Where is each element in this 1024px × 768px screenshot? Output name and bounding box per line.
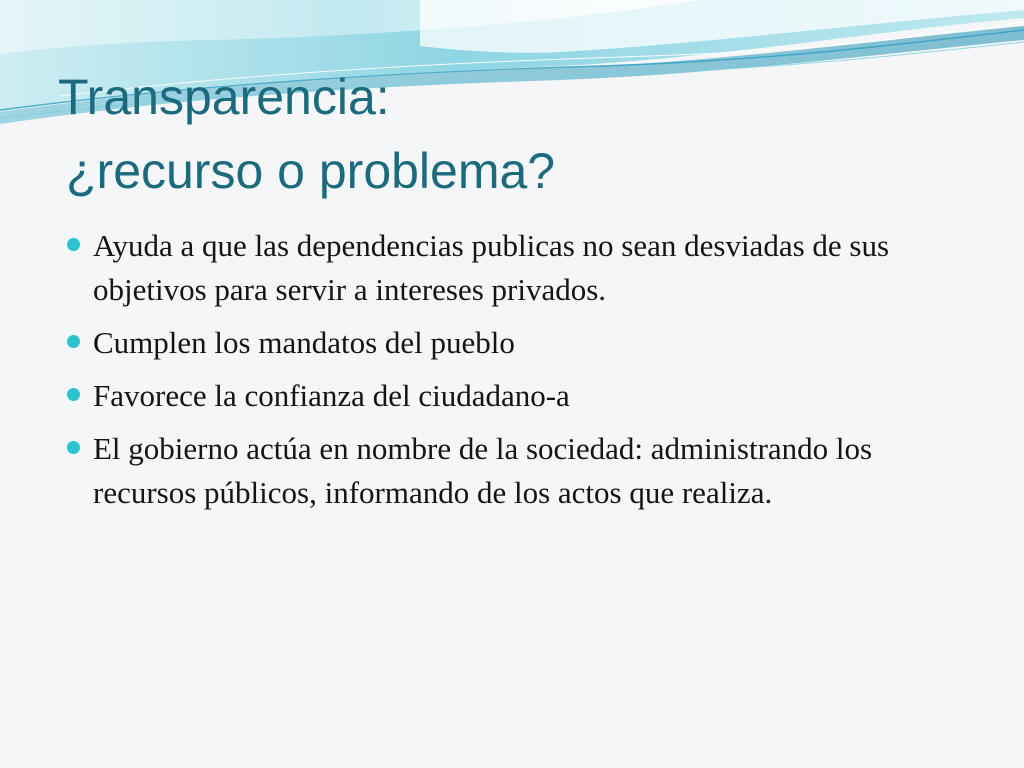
bullet-dot-icon	[67, 238, 80, 251]
bullet-item	[66, 427, 946, 515]
title-line-1: Transparencia:	[58, 69, 390, 125]
bullet-list	[66, 224, 946, 524]
bullet-dot-icon	[67, 388, 80, 401]
bullet-text: Ayuda a que las dependencias publicas no sean desviadas de sus objetivos para servir a intereses privados.	[93, 228, 890, 307]
bullet-item	[66, 321, 946, 365]
bullet-text: Cumplen los mandatos del pueblo	[93, 325, 515, 360]
slide-title	[58, 60, 555, 208]
bullet-item	[66, 224, 946, 312]
bullet-item	[66, 374, 946, 418]
bullet-text: El gobierno actúa en nombre de la sociedad: administrando los recursos públicos, informando de los actos que realiza.	[93, 431, 873, 510]
bullet-dot-icon	[67, 441, 80, 454]
bullet-dot-icon	[67, 335, 80, 348]
title-line-2: ¿recurso o problema?	[66, 143, 556, 199]
bullet-text: Favorece la confianza del ciudadano-a	[93, 378, 570, 413]
